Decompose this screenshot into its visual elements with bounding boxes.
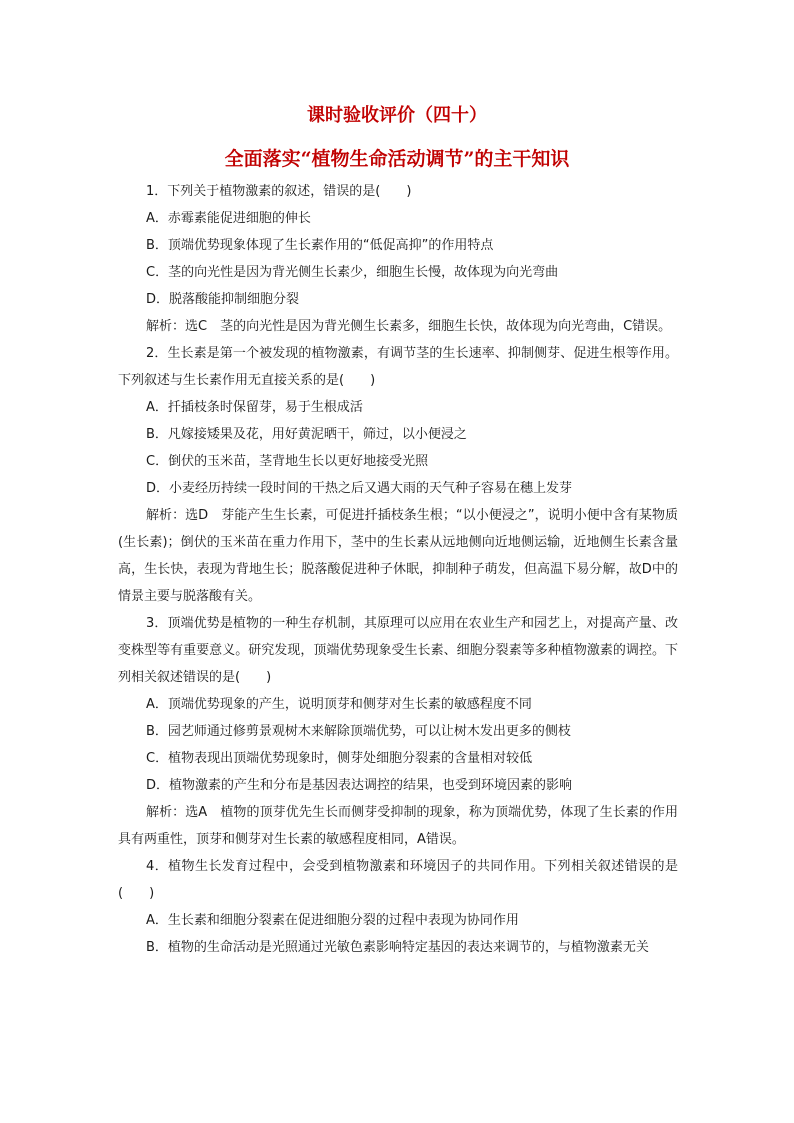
question-2-analysis: 解析：选D 芽能产生生长素，可促进扦插枝条生根；“以小便浸之”，说明小便中含有某物质(生长素)；倒伏的玉米苗在重力作用下，茎中的生长素从远地侧向近地侧运输，近地侧生长素含量高，生长快，表现为背地生长；脱落酸促进种子休眠，抑制种子萌发，但高温下易分解，故D中的情景主要与脱落酸有关。 <box>118 508 678 604</box>
question-2-option-a: A．扦插枝条时保留芽，易于生根成活 <box>146 400 363 415</box>
question-3-stem: 3．顶端优势是植物的一种生存机制，其原理可以应用在农业生产和园艺上，对提高产量、改变株型等有重要意义。研究发现，顶端优势现象受生长素、细胞分裂素等多种植物激素的调控。下列相关叙述错误的是( ) <box>118 616 678 685</box>
question-2-stem: 2．生长素是第一个被发现的植物激素，有调节茎的生长速率、抑制侧芽、促进生根等作用。下列叙述与生长素作用无直接关系的是( ) <box>118 346 678 388</box>
page-subtitle: 全面落实“植物生命活动调节”的主干知识 <box>224 148 570 170</box>
question-3-option-c: C．植物表现出顶端优势现象时，侧芽处细胞分裂素的含量相对较低 <box>146 751 533 766</box>
question-list <box>118 178 678 961</box>
question-1-option-d: D．脱落酸能抑制细胞分裂 <box>146 292 300 307</box>
question-3-option-a: A．顶端优势现象的产生，说明顶芽和侧芽对生长素的敏感程度不同 <box>146 697 532 712</box>
question-2-option-b: B．凡嫁接矮果及花，用好黄泥晒干，筛过，以小便浸之 <box>146 427 467 442</box>
question-1-analysis: 解析：选C 茎的向光性是因为背光侧生长素多，细胞生长快，故体现为向光弯曲，C错误。 <box>146 319 672 334</box>
question-2-option-d: D．小麦经历持续一段时间的干热之后又遇大雨的天气种子容易在穗上发芽 <box>146 481 573 496</box>
page-title: 课时验收评价（四十） <box>307 105 487 126</box>
question-1-stem: 1．下列关于植物激素的叙述，错误的是( ) <box>146 184 412 199</box>
question-3-option-b: B．园艺师通过修剪景观树木来解除顶端优势，可以让树木发出更多的侧枝 <box>146 724 571 739</box>
question-4-option-b: B．植物的生命活动是光照通过光敏色素影响特定基因的表达来调节的，与植物激素无关 <box>146 940 649 955</box>
question-4-option-a: A．生长素和细胞分裂素在促进细胞分裂的过程中表现为协同作用 <box>146 913 519 928</box>
question-2-option-c: C．倒伏的玉米苗，茎背地生长以更好地接受光照 <box>146 454 429 469</box>
question-3-option-d: D．植物激素的产生和分布是基因表达调控的结果，也受到环境因素的影响 <box>146 778 573 793</box>
question-4-stem: 4．植物生长发育过程中，会受到植物激素和环境因子的共同作用。下列相关叙述错误的是( ) <box>118 859 678 901</box>
question-1-option-a: A．赤霉素能促进细胞的伸长 <box>146 211 311 226</box>
question-3-analysis: 解析：选A 植物的顶芽优先生长而侧芽受抑制的现象，称为顶端优势，体现了生长素的作用具有两重性，顶芽和侧芽对生长素的敏感程度相同，A错误。 <box>118 805 678 847</box>
question-1-option-c: C．茎的向光性是因为背光侧生长素少，细胞生长慢，故体现为向光弯曲 <box>146 265 559 280</box>
question-1-option-b: B．顶端优势现象体现了生长素作用的“低促高抑”的作用特点 <box>146 238 494 253</box>
